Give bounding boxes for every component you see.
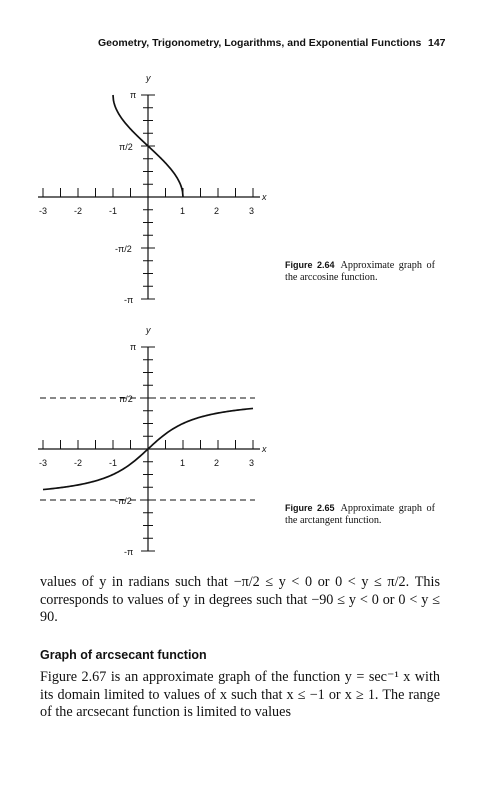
x-tick-label: 3: [249, 458, 255, 468]
x-tick-label: -3: [39, 206, 48, 216]
figure-label: Figure 2.65: [285, 503, 335, 513]
x-tick-label: 3: [249, 206, 255, 216]
y-tick-label: -π/2: [115, 244, 132, 254]
x-tick-label: -1: [109, 458, 118, 468]
y-tick-label: π: [130, 342, 137, 352]
x-axis-label: x: [262, 444, 267, 454]
figure-caption: [285, 260, 435, 283]
y-tick-label: π/2: [119, 394, 133, 404]
x-tick-label: -2: [74, 458, 83, 468]
y-axis-label: y: [146, 73, 151, 83]
y-tick-label: -π: [124, 547, 134, 557]
figure-caption: [285, 503, 435, 526]
y-tick-label: π: [130, 90, 137, 100]
x-axis-label: x: [262, 192, 267, 202]
x-tick-label: 1: [180, 458, 186, 468]
y-tick-label: -π: [124, 295, 134, 305]
figure-label: Figure 2.64: [285, 260, 335, 270]
section-heading: Graph of arcsecant function: [40, 648, 207, 662]
x-tick-label: -1: [109, 206, 118, 216]
y-axis-label: y: [146, 325, 151, 335]
figure-caption-text: Approximate graph of the arccosine function.: [285, 260, 435, 283]
x-tick-label: -2: [74, 206, 83, 216]
arctangent-graph: [0, 322, 479, 562]
figure-caption-text: Approximate graph of the arctangent function.: [285, 503, 435, 526]
x-tick-label: 2: [214, 206, 220, 216]
running-head: Geometry, Trigonometry, Logarithms, and Exponential Functions: [98, 37, 422, 49]
y-tick-label: π/2: [119, 142, 133, 152]
x-tick-label: 1: [180, 206, 186, 216]
body-paragraph: Figure 2.67 is an approximate graph of the function y = sec⁻¹ x with its domain limited to values of x such that x ≤ −1 or x ≥ 1. The range of the arcsecant function is limited to values: [40, 669, 440, 720]
page-number: 147: [428, 37, 446, 49]
body-paragraph: values of y in radians such that −π/2 ≤ y < 0 or 0 < y ≤ π/2. This corresponds to values of y in degrees such that −90 ≤ y < 0 or 0 < y ≤ 90.: [40, 574, 440, 625]
page-header: [0, 37, 479, 53]
x-tick-label: 2: [214, 458, 220, 468]
x-tick-label: -3: [39, 458, 48, 468]
y-tick-label: -π/2: [115, 496, 132, 506]
